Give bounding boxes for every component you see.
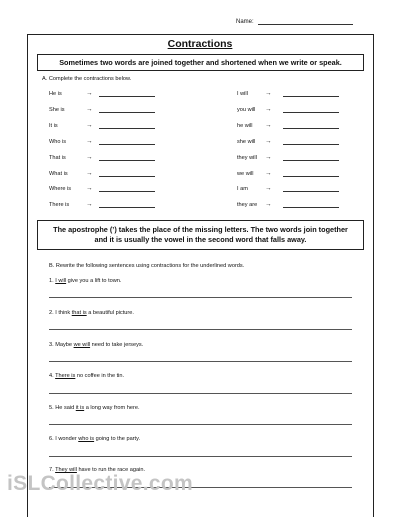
word-pair: she will [237,139,256,145]
sentence-item [49,436,140,442]
word-pair: I am [237,186,248,192]
intro-box: Sometimes two words are joined together and shortened when we write or speak. [37,54,364,71]
sentence-number: 5. [49,405,54,411]
sentence-item [49,405,140,411]
sentence-number: 6. [49,436,54,442]
sentence-item [49,373,124,379]
section-a-instruction: A. Complete the contractions below. [42,76,132,82]
sentence-number: 1. [49,278,54,284]
arrow-icon: → [86,201,93,208]
sentence-number: 2. [49,310,54,316]
word-pair: There is [49,202,70,208]
sentence-text: I wonder who is going to the party. [55,436,141,442]
answer-blank[interactable] [99,207,155,208]
word-pair: Where is [49,186,72,192]
answer-blank[interactable] [283,128,339,129]
word-pair: he will [237,123,253,129]
arrow-icon: → [265,201,272,208]
answer-blank[interactable] [99,112,155,113]
sentence-item [49,278,121,284]
arrow-icon: → [86,106,93,113]
answer-line[interactable] [49,329,352,330]
sentence-number: 3. [49,342,54,348]
sentence-item [49,310,134,316]
underlined-words: that is [71,310,87,316]
answer-blank[interactable] [99,176,155,177]
answer-blank[interactable] [99,96,155,97]
arrow-icon: → [86,170,93,177]
answer-blank[interactable] [283,191,339,192]
arrow-icon: → [86,154,93,161]
word-pair: He is [49,91,62,97]
answer-blank[interactable] [283,176,339,177]
sentence-number: 4. [49,373,54,379]
answer-line[interactable] [49,393,352,394]
rule-box: The apostrophe (’) takes the place of the missing letters. The two words join together and it is usually the vowel in the second word that falls away. [37,220,364,250]
answer-line[interactable] [49,456,352,457]
sentence-text: I will give you a lift to town. [55,278,122,284]
underlined-words: who is [78,436,95,442]
sentence-item [49,342,143,348]
sentence-text: They will have to run the race again. [55,467,145,473]
word-pair: Who is [49,139,67,145]
word-pair: I will [237,91,248,97]
answer-line[interactable] [49,424,352,425]
section-b-instruction: B. Rewrite the following sentences using contractions for the underlined words. [49,263,245,269]
answer-blank[interactable] [99,160,155,161]
word-pair: She is [49,107,65,113]
answer-blank[interactable] [283,207,339,208]
sentence-text: He said it is a long way from here. [55,405,140,411]
answer-line[interactable] [49,361,352,362]
arrow-icon: → [86,138,93,145]
arrow-icon: → [265,154,272,161]
sentence-text: There is no coffee in the tin. [55,373,125,379]
arrow-icon: → [265,185,272,192]
answer-blank[interactable] [99,191,155,192]
arrow-icon: → [265,106,272,113]
word-pair: It is [49,123,58,129]
underlined-words: They will [55,467,77,473]
arrow-icon: → [265,138,272,145]
word-pair: That is [49,155,66,161]
page-title: Contractions [167,38,233,50]
arrow-icon: → [265,122,272,129]
answer-blank[interactable] [283,96,339,97]
answer-blank[interactable] [283,144,339,145]
watermark-logo: iSLCollective.com [7,472,193,495]
word-pair: you will [237,107,256,113]
sentence-text: I think that is a beautiful picture. [55,310,134,316]
answer-blank[interactable] [99,128,155,129]
word-pair: What is [49,171,68,177]
worksheet-border [27,34,374,517]
name-label: Name: [236,19,254,25]
answer-blank[interactable] [283,160,339,161]
underlined-words: we will [73,342,91,348]
arrow-icon: → [265,170,272,177]
underlined-words: There is [55,373,76,379]
arrow-icon: → [86,185,93,192]
word-pair: we will [237,171,254,177]
arrow-icon: → [265,90,272,97]
word-pair: they will [237,155,257,161]
answer-line[interactable] [49,297,352,298]
underlined-words: I will [55,278,67,284]
sentence-number: 7. [49,467,54,473]
answer-blank[interactable] [99,144,155,145]
underlined-words: it is [75,405,85,411]
word-pair: they are [237,202,258,208]
arrow-icon: → [86,122,93,129]
sentence-text: Maybe we will need to take jerseys. [55,342,144,348]
answer-blank[interactable] [283,112,339,113]
name-field[interactable] [236,19,353,25]
arrow-icon: → [86,90,93,97]
name-blank-line[interactable] [258,24,353,25]
